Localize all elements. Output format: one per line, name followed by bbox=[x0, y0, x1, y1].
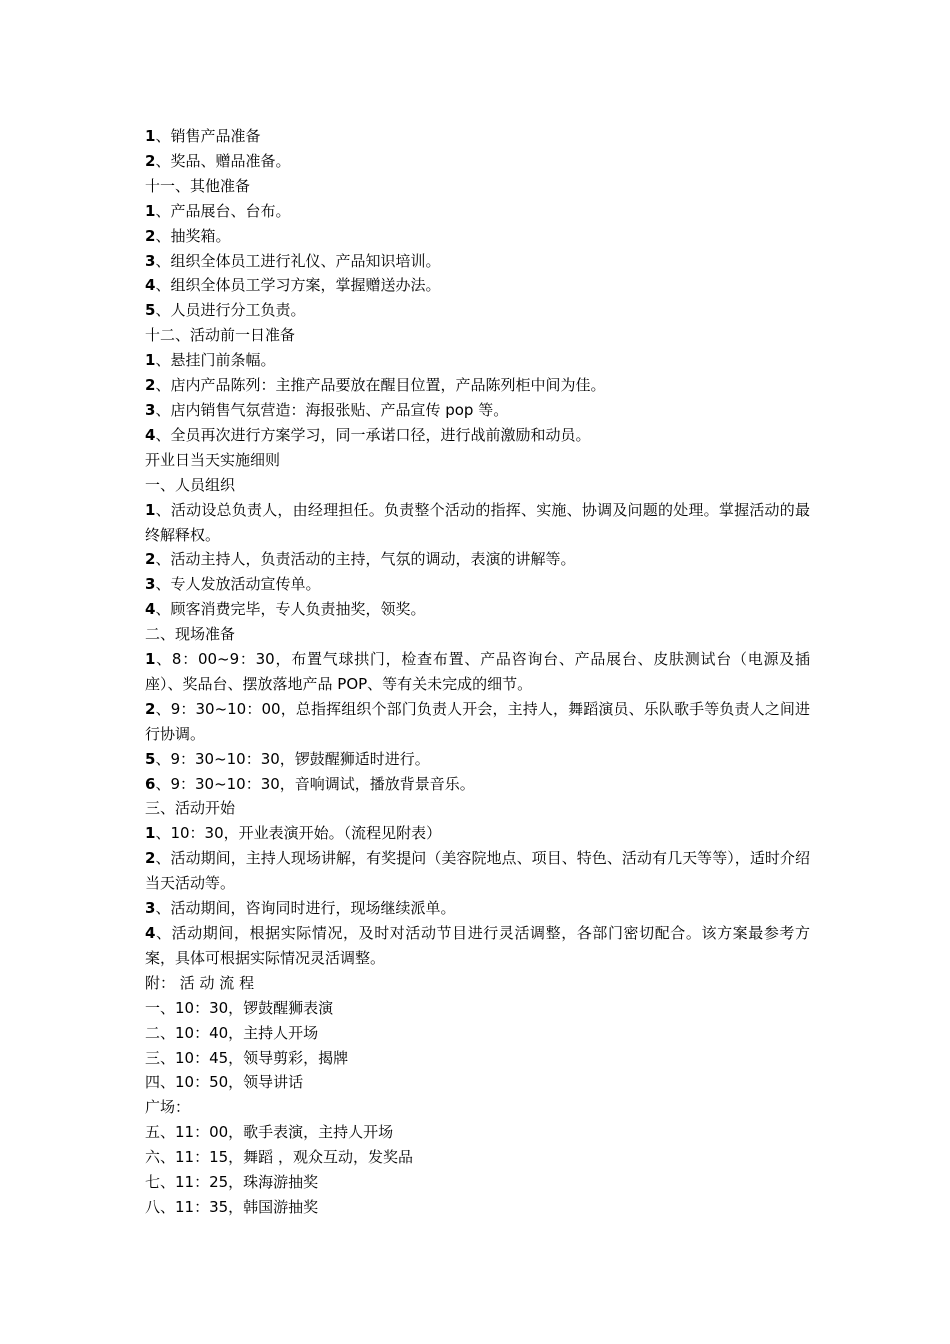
document-line bbox=[145, 124, 810, 149]
line-text: 、活动期间，根据实际情况，及时对活动节目进行灵活调整，各部门密切配合。该方案最参考方案，具体可根据实际情况灵活调整。 bbox=[145, 924, 810, 967]
document-line bbox=[145, 622, 810, 647]
line-text: 、奖品、赠品准备。 bbox=[155, 151, 291, 170]
document-line bbox=[145, 846, 810, 896]
item-number: 3 bbox=[145, 899, 156, 918]
document-line bbox=[145, 1195, 810, 1220]
line-text: 、产品展台、台布。 bbox=[155, 201, 291, 220]
item-number: 2 bbox=[145, 226, 156, 245]
item-number: 1 bbox=[145, 351, 156, 370]
line-text: 广场： bbox=[145, 1098, 191, 1117]
line-text: 、9：30~10：30，音响调试，播放背景音乐。 bbox=[155, 774, 475, 793]
item-number: 2 bbox=[145, 376, 156, 395]
document-line bbox=[145, 572, 810, 597]
item-number: 5 bbox=[145, 301, 156, 320]
document-line bbox=[145, 249, 810, 274]
document-line bbox=[145, 423, 810, 448]
document-line bbox=[145, 199, 810, 224]
line-text: 、活动设总负责人，由经理担任。负责整个活动的指挥、实施、协调及问题的处理。掌握活动的最终解释权。 bbox=[145, 500, 810, 544]
document-line bbox=[145, 697, 810, 747]
line-text: 、悬挂门前条幅。 bbox=[155, 351, 276, 370]
document-line bbox=[145, 149, 810, 174]
document-line bbox=[145, 224, 810, 249]
line-text: 五、11：00，歌手表演，主持人开场 bbox=[145, 1123, 394, 1142]
document-line bbox=[145, 1021, 810, 1046]
line-text: 、9：30~10：30，锣鼓醒狮适时进行。 bbox=[155, 749, 430, 768]
item-number: 2 bbox=[145, 849, 156, 868]
document-line bbox=[145, 373, 810, 398]
line-text: 一、人员组织 bbox=[145, 475, 236, 494]
line-text: 、8：00~9：30，布置气球拱门，检查布置、产品咨询台、产品展台、皮肤测试台（电源及插座）、奖品台、摆放落地产品 POP、等有关未完成的细节。 bbox=[145, 650, 810, 693]
line-text: 、活动主持人，负责活动的主持，气氛的调动，表演的讲解等。 bbox=[155, 550, 576, 569]
line-text: 开业日当天实施细则 bbox=[145, 450, 281, 469]
item-number: 1 bbox=[145, 824, 156, 843]
line-text: 、店内销售气氛营造：海报张贴、产品宣传 pop 等。 bbox=[155, 400, 509, 419]
line-text: 三、10：45，领导剪彩，揭牌 bbox=[145, 1048, 349, 1067]
line-text: 一、10：30，锣鼓醒狮表演 bbox=[145, 998, 334, 1017]
item-number: 2 bbox=[145, 550, 156, 569]
line-text: 六、11：15，舞蹈 ，观众互动，发奖品 bbox=[145, 1148, 413, 1167]
document-line bbox=[145, 1170, 810, 1195]
document-line bbox=[145, 772, 810, 797]
line-text: 十二、活动前一日准备 bbox=[145, 326, 296, 345]
line-text: 、10：30，开业表演开始。（流程见附表） bbox=[155, 824, 442, 843]
line-text: 四、10：50，领导讲话 bbox=[145, 1073, 304, 1092]
line-text: 三、活动开始 bbox=[145, 799, 236, 818]
document-line bbox=[145, 174, 810, 199]
line-text: 、专人发放活动宣传单。 bbox=[155, 575, 321, 594]
line-text: 、店内产品陈列：主推产品要放在醒目位置，产品陈列柜中间为佳。 bbox=[155, 376, 606, 395]
item-number: 2 bbox=[145, 151, 156, 170]
item-number: 5 bbox=[145, 749, 156, 768]
item-number: 4 bbox=[145, 600, 156, 619]
document-line bbox=[145, 971, 810, 996]
line-text: 二、10：40，主持人开场 bbox=[145, 1023, 319, 1042]
document-line bbox=[145, 323, 810, 348]
item-number: 1 bbox=[145, 201, 156, 220]
line-text: 、组织全体员工学习方案，掌握赠送办法。 bbox=[155, 276, 441, 295]
line-text: 七、11：25，珠海游抽奖 bbox=[145, 1173, 319, 1192]
item-number: 3 bbox=[145, 575, 156, 594]
document-line bbox=[145, 896, 810, 921]
document-line bbox=[145, 498, 810, 548]
item-number: 1 bbox=[145, 650, 156, 669]
document-line bbox=[145, 473, 810, 498]
document-line bbox=[145, 1070, 810, 1095]
line-text: 二、现场准备 bbox=[145, 625, 236, 644]
line-text: 、顾客消费完毕，专人负责抽奖，领奖。 bbox=[155, 600, 426, 619]
line-text: 、组织全体员工进行礼仪、产品知识培训。 bbox=[155, 251, 441, 270]
document-line bbox=[145, 298, 810, 323]
document-body bbox=[145, 124, 810, 1220]
item-number: 6 bbox=[145, 774, 156, 793]
line-text: 八、11：35，韩国游抽奖 bbox=[145, 1197, 319, 1216]
document-line bbox=[145, 1145, 810, 1170]
document-line bbox=[145, 1120, 810, 1145]
document-line bbox=[145, 547, 810, 572]
line-text: 附： 活 动 流 程 bbox=[145, 973, 255, 992]
document-line bbox=[145, 398, 810, 423]
item-number: 2 bbox=[145, 699, 156, 718]
document-line bbox=[145, 796, 810, 821]
document-line bbox=[145, 647, 810, 697]
item-number: 1 bbox=[145, 127, 156, 145]
document-line bbox=[145, 448, 810, 473]
document-line bbox=[145, 747, 810, 772]
item-number: 1 bbox=[145, 500, 156, 519]
line-text: 、抽奖箱。 bbox=[155, 226, 231, 245]
document-line bbox=[145, 348, 810, 373]
item-number: 4 bbox=[145, 276, 156, 295]
line-text: 、9：30~10：00，总指挥组织个部门负责人开会，主持人，舞蹈演员、乐队歌手等负责人之间进行协调。 bbox=[145, 699, 810, 743]
item-number: 4 bbox=[145, 425, 156, 444]
line-text: 、人员进行分工负责。 bbox=[155, 301, 306, 320]
document-line bbox=[145, 1095, 810, 1120]
line-text: 、活动期间，咨询同时进行，现场继续派单。 bbox=[155, 899, 456, 918]
item-number: 3 bbox=[145, 251, 156, 270]
document-line bbox=[145, 597, 810, 622]
line-text: 、活动期间，主持人现场讲解，有奖提问（美容院地点、项目、特色、活动有几天等等），适时介绍当天活动等。 bbox=[145, 849, 810, 893]
item-number: 4 bbox=[145, 924, 156, 942]
document-line bbox=[145, 821, 810, 846]
document-line bbox=[145, 996, 810, 1021]
document-line bbox=[145, 1046, 810, 1071]
item-number: 3 bbox=[145, 400, 156, 419]
document-line bbox=[145, 273, 810, 298]
line-text: 十一、其他准备 bbox=[145, 176, 251, 195]
line-text: 、全员再次进行方案学习，同一承诺口径，进行战前激励和动员。 bbox=[155, 425, 591, 444]
document-line bbox=[145, 921, 810, 971]
line-text: 、销售产品准备 bbox=[155, 127, 261, 145]
